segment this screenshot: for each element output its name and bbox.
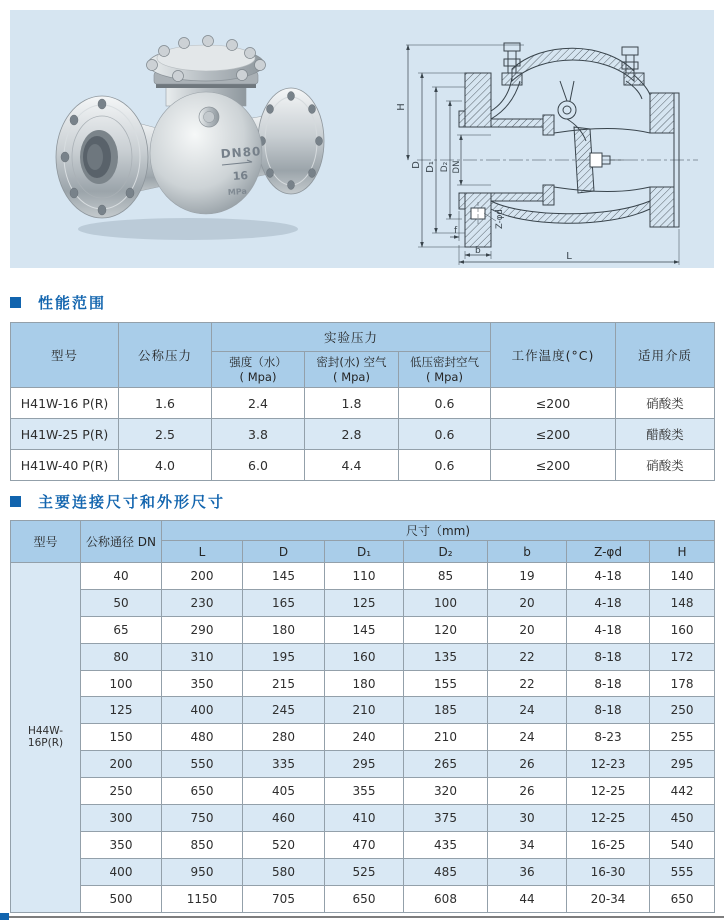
valve-photo	[38, 20, 338, 255]
performance-row	[11, 450, 715, 481]
col-header-work-temp: 工作温度(°C)	[491, 323, 616, 388]
header-line: 密封(水) 空气	[316, 355, 387, 370]
cell-b: 22	[488, 643, 567, 670]
cell-Zd: 4-18	[567, 616, 650, 643]
cell-D: 405	[243, 778, 325, 805]
cell-H: 650	[650, 885, 715, 912]
cell-H: 250	[650, 697, 715, 724]
cell-dn: 200	[81, 751, 162, 778]
cell-H: 178	[650, 670, 715, 697]
section-title: 性能范围	[38, 294, 107, 312]
col-header-D: D	[243, 541, 325, 563]
col-header-dn: 公称通径 DN	[81, 521, 162, 563]
cell-dn: 250	[81, 778, 162, 805]
col-header-b: b	[488, 541, 567, 563]
cell-dn: 400	[81, 858, 162, 885]
cell-L: 230	[162, 589, 243, 616]
cell-L: 850	[162, 831, 243, 858]
header-unit: ( Mpa)	[426, 369, 463, 384]
cell-D1: 210	[325, 697, 404, 724]
cell-D: 245	[243, 697, 325, 724]
cell-D2: 485	[404, 858, 488, 885]
cell-Zd: 20-34	[567, 885, 650, 912]
cell-H: 140	[650, 563, 715, 590]
col-header-nominal-pressure: 公称压力	[119, 323, 212, 388]
cell-D2: 155	[404, 670, 488, 697]
col-header-D2: D₂	[404, 541, 488, 563]
svg-text:MPa: MPa	[227, 186, 248, 197]
col-header-model: 型号	[11, 323, 119, 388]
header-line: 低压密封空气	[410, 355, 479, 370]
cell-D1: 525	[325, 858, 404, 885]
col-header-test-pressure: 实验压力	[212, 323, 491, 352]
cell-D1: 180	[325, 670, 404, 697]
cell-low: 0.6	[399, 419, 491, 450]
cell-model: H41W-25 P(R)	[11, 419, 119, 450]
cell-D2: 375	[404, 805, 488, 832]
cell-pn: 1.6	[119, 388, 212, 419]
cell-L: 750	[162, 805, 243, 832]
section-bullet-icon	[10, 297, 21, 308]
cell-strength: 2.4	[212, 388, 305, 419]
cell-seal: 2.8	[305, 419, 399, 450]
col-header-low-seal	[399, 352, 491, 388]
dim-label-D: D	[411, 161, 422, 169]
cell-D1: 470	[325, 831, 404, 858]
col-header-medium: 适用介质	[616, 323, 715, 388]
cell-D1: 145	[325, 616, 404, 643]
cell-D2: 100	[404, 589, 488, 616]
cell-D: 335	[243, 751, 325, 778]
dim-label-f: f	[454, 226, 458, 236]
cell-D1: 110	[325, 563, 404, 590]
performance-row	[11, 419, 715, 450]
dimension-row	[11, 670, 715, 697]
model-cell: H44W-16P(R)	[11, 563, 81, 913]
cell-L: 200	[162, 563, 243, 590]
cell-Zd: 8-18	[567, 643, 650, 670]
dimension-row	[11, 751, 715, 778]
cell-D1: 355	[325, 778, 404, 805]
cell-dn: 50	[81, 589, 162, 616]
cell-L: 310	[162, 643, 243, 670]
dimensions-section-heading	[10, 491, 225, 512]
dimension-row	[11, 589, 715, 616]
cell-Zd: 8-18	[567, 670, 650, 697]
cell-Zd: 8-18	[567, 697, 650, 724]
col-header-D1: D₁	[325, 541, 404, 563]
dimension-row	[11, 563, 715, 590]
cell-D1: 125	[325, 589, 404, 616]
cell-strength: 6.0	[212, 450, 305, 481]
header-unit: ( Mpa)	[239, 369, 277, 384]
cell-Zd: 16-30	[567, 858, 650, 885]
col-header-strength	[212, 352, 305, 388]
cell-D: 460	[243, 805, 325, 832]
cell-D2: 135	[404, 643, 488, 670]
cell-D1: 410	[325, 805, 404, 832]
cell-D2: 265	[404, 751, 488, 778]
dim-label-D2: D₂	[440, 161, 450, 173]
cell-b: 24	[488, 724, 567, 751]
dimension-row	[11, 616, 715, 643]
col-header-Zd: Z-φd	[567, 541, 650, 563]
cell-low: 0.6	[399, 388, 491, 419]
cell-temp: ≤200	[491, 450, 616, 481]
next-section-bullet-icon	[0, 913, 9, 920]
dim-label-DN: DN	[452, 160, 462, 174]
cell-H: 160	[650, 616, 715, 643]
cell-pn: 2.5	[119, 419, 212, 450]
cell-b: 20	[488, 616, 567, 643]
cell-low: 0.6	[399, 450, 491, 481]
col-header-H: H	[650, 541, 715, 563]
cell-dn: 125	[81, 697, 162, 724]
cell-D2: 185	[404, 697, 488, 724]
cell-D: 580	[243, 858, 325, 885]
cell-b: 19	[488, 563, 567, 590]
dimension-row	[11, 805, 715, 832]
cell-L: 350	[162, 670, 243, 697]
cell-model: H41W-40 P(R)	[11, 450, 119, 481]
cell-L: 480	[162, 724, 243, 751]
cell-dn: 500	[81, 885, 162, 912]
cell-Zd: 8-23	[567, 724, 650, 751]
cell-Zd: 4-18	[567, 589, 650, 616]
header-line: 强度（水）	[229, 355, 287, 370]
performance-table	[10, 322, 715, 481]
section-bullet-icon	[10, 496, 21, 507]
dimension-row	[11, 858, 715, 885]
cell-b: 20	[488, 589, 567, 616]
cell-D2: 608	[404, 885, 488, 912]
dimension-row	[11, 885, 715, 912]
cell-L: 1150	[162, 885, 243, 912]
cell-D2: 320	[404, 778, 488, 805]
cell-D1: 650	[325, 885, 404, 912]
dim-label-b: b	[475, 246, 481, 256]
cell-strength: 3.8	[212, 419, 305, 450]
cell-L: 550	[162, 751, 243, 778]
cell-dn: 350	[81, 831, 162, 858]
cell-temp: ≤200	[491, 388, 616, 419]
cell-D2: 85	[404, 563, 488, 590]
cell-D: 705	[243, 885, 325, 912]
cell-b: 26	[488, 751, 567, 778]
cell-seal: 1.8	[305, 388, 399, 419]
dimensions-table	[10, 520, 715, 913]
cell-D2: 210	[404, 724, 488, 751]
cell-temp: ≤200	[491, 419, 616, 450]
performance-row	[11, 388, 715, 419]
col-header-size: 尺寸（mm)	[162, 521, 715, 541]
svg-text:DN80: DN80	[220, 144, 262, 161]
cell-b: 36	[488, 858, 567, 885]
cell-D1: 160	[325, 643, 404, 670]
cell-D2: 120	[404, 616, 488, 643]
cell-medium: 硝酸类	[616, 388, 715, 419]
cell-b: 44	[488, 885, 567, 912]
cell-D: 195	[243, 643, 325, 670]
cell-H: 255	[650, 724, 715, 751]
cell-H: 148	[650, 589, 715, 616]
cell-b: 34	[488, 831, 567, 858]
cell-Zd: 12-25	[567, 778, 650, 805]
dim-label-H: H	[396, 103, 407, 111]
dimension-row	[11, 724, 715, 751]
cell-medium: 硝酸类	[616, 450, 715, 481]
cell-D1: 295	[325, 751, 404, 778]
col-header-L: L	[162, 541, 243, 563]
performance-section-heading	[10, 292, 106, 313]
dim-label-L: L	[566, 251, 572, 262]
cell-dn: 300	[81, 805, 162, 832]
cell-Zd: 4-18	[567, 563, 650, 590]
cell-Zd: 12-25	[567, 805, 650, 832]
dim-label-Zd: Z-φd	[495, 209, 505, 229]
cell-model: H41W-16 P(R)	[11, 388, 119, 419]
cell-dn: 65	[81, 616, 162, 643]
dim-label-D1: D₁	[425, 161, 436, 173]
cell-L: 650	[162, 778, 243, 805]
cell-H: 540	[650, 831, 715, 858]
cell-H: 172	[650, 643, 715, 670]
cell-Zd: 12-23	[567, 751, 650, 778]
cell-D: 180	[243, 616, 325, 643]
photo-shadow	[78, 218, 298, 240]
dimension-row	[11, 831, 715, 858]
dimension-row	[11, 778, 715, 805]
cell-H: 555	[650, 858, 715, 885]
cell-L: 400	[162, 697, 243, 724]
valve-section-drawing	[362, 15, 706, 265]
cell-D2: 435	[404, 831, 488, 858]
cell-dn: 80	[81, 643, 162, 670]
cell-H: 450	[650, 805, 715, 832]
page-bottom-rule	[0, 916, 724, 918]
col-header-seal	[305, 352, 399, 388]
cell-medium: 醋酸类	[616, 419, 715, 450]
cell-L: 290	[162, 616, 243, 643]
svg-text:16: 16	[232, 168, 249, 183]
cell-D: 280	[243, 724, 325, 751]
dimension-row	[11, 643, 715, 670]
section-title: 主要连接尺寸和外形尺寸	[38, 493, 226, 511]
cell-Zd: 16-25	[567, 831, 650, 858]
cell-D: 145	[243, 563, 325, 590]
cell-seal: 4.4	[305, 450, 399, 481]
cell-H: 295	[650, 751, 715, 778]
cell-dn: 100	[81, 670, 162, 697]
col-header-model: 型号	[11, 521, 81, 563]
cell-L: 950	[162, 858, 243, 885]
cell-D1: 240	[325, 724, 404, 751]
cell-D: 215	[243, 670, 325, 697]
cell-D: 520	[243, 831, 325, 858]
cell-H: 442	[650, 778, 715, 805]
cell-b: 22	[488, 670, 567, 697]
dimension-row	[11, 697, 715, 724]
cell-dn: 150	[81, 724, 162, 751]
valve-images-panel	[10, 10, 714, 268]
cell-D: 165	[243, 589, 325, 616]
cell-pn: 4.0	[119, 450, 212, 481]
cell-b: 26	[488, 778, 567, 805]
cell-dn: 40	[81, 563, 162, 590]
header-unit: ( Mpa)	[333, 369, 370, 384]
cell-b: 24	[488, 697, 567, 724]
cell-b: 30	[488, 805, 567, 832]
